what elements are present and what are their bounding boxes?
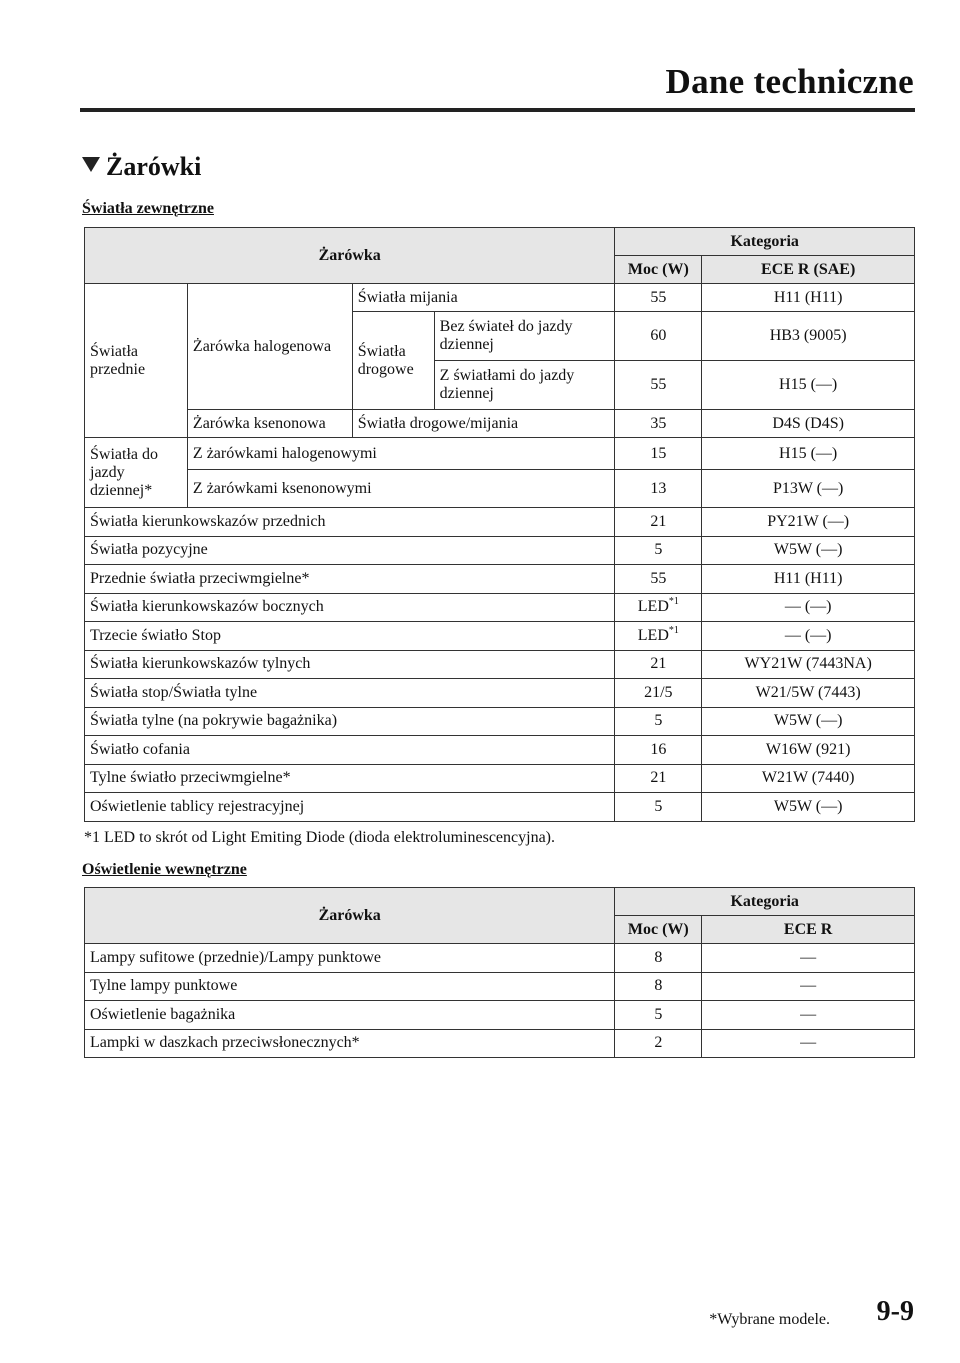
- row-ece: W21/5W (7443): [702, 679, 915, 708]
- row-power-value: LED: [637, 598, 669, 616]
- row-name: Przednie światła przeciwmgielne*: [85, 565, 615, 594]
- halogen-label: Żarówka halogenowa: [187, 284, 352, 410]
- row-power: [615, 536, 702, 565]
- row-ece: H11 (H11): [702, 565, 915, 594]
- table-row: [85, 622, 915, 651]
- row-power-value: 2: [654, 1034, 663, 1052]
- row-power: [615, 944, 702, 973]
- row-ece: PY21W (—): [702, 508, 915, 537]
- row-name: Światła kierunkowskazów bocznych: [85, 593, 615, 622]
- exterior-rows: [85, 508, 915, 822]
- row-ece: W21W (7440): [702, 764, 915, 793]
- row-power: [615, 793, 702, 822]
- row-name: Światła stop/Światła tylne: [85, 679, 615, 708]
- row-ece: —: [702, 1029, 915, 1058]
- drl-xenon-power: 13: [615, 470, 702, 508]
- row-ece: —: [702, 1001, 915, 1030]
- col-category: Kategoria: [615, 888, 915, 916]
- col-power: Moc (W): [615, 916, 702, 944]
- row-name: Oświetlenie bagażnika: [85, 1001, 615, 1030]
- row-power: [615, 508, 702, 537]
- high-beam-label: Światła drogowe: [352, 312, 434, 410]
- front-lights-label: Światła przednie: [85, 284, 188, 438]
- row-name: Światła tylne (na pokrywie bagażnika): [85, 707, 615, 736]
- hb-with-drl-ece: H15 (—): [702, 361, 915, 410]
- drl-halogen-label: Z żarówkami halogenowymi: [187, 438, 614, 470]
- footnote-marker: *1: [668, 596, 679, 608]
- footnote-marker: *1: [668, 624, 679, 636]
- row-power: [615, 707, 702, 736]
- row-ece: — (—): [702, 593, 915, 622]
- table-row: [85, 1001, 915, 1030]
- hb-without-drl-power: 60: [615, 312, 702, 361]
- row-power: [615, 736, 702, 765]
- xenon-power: 35: [615, 410, 702, 438]
- hb-with-drl-label: Z światłami do jazdy dziennej: [434, 361, 615, 410]
- row-power-value: 16: [650, 740, 667, 758]
- section-title: [82, 152, 201, 182]
- row-power: [615, 565, 702, 594]
- hb-without-drl-ece: HB3 (9005): [702, 312, 915, 361]
- interior-heading: Oświetlenie wewnętrzne: [82, 861, 247, 878]
- row-name: Lampki w daszkach przeciwsłonecznych*: [85, 1029, 615, 1058]
- interior-lights-table: [84, 887, 915, 1058]
- col-ece: ECE R (SAE): [702, 256, 915, 284]
- exterior-heading: Światła zewnętrzne: [82, 200, 214, 217]
- table-row: [85, 972, 915, 1001]
- footnote: *1 LED to skrót od Light Emiting Diode (dioda elektroluminescencyjna).: [84, 829, 556, 846]
- row-name: Lampy sufitowe (przednie)/Lampy punktowe: [85, 944, 615, 973]
- row-power: [615, 622, 702, 651]
- table-row: [85, 944, 915, 973]
- row-power-value: 5: [654, 541, 663, 559]
- table-row: [85, 764, 915, 793]
- table-row: [85, 565, 915, 594]
- drl-halogen-ece: H15 (—): [702, 438, 915, 470]
- drl-xenon-label: Z żarówkami ksenonowymi: [187, 470, 614, 508]
- row-power: [615, 764, 702, 793]
- row-name: Światło cofania: [85, 736, 615, 765]
- col-bulb: Żarówka: [85, 228, 615, 284]
- row-power-value: 21/5: [644, 683, 673, 701]
- row-ece: —: [702, 944, 915, 973]
- row-power-value: LED: [637, 626, 669, 644]
- row-power-value: 5: [654, 797, 663, 815]
- low-beam-label: Światła mijania: [352, 284, 615, 312]
- row-ece: — (—): [702, 622, 915, 651]
- drl-halogen-power: 15: [615, 438, 702, 470]
- row-power: [615, 1029, 702, 1058]
- row-name: Trzecie światło Stop: [85, 622, 615, 651]
- row-name: Oświetlenie tablicy rejestracyjnej: [85, 793, 615, 822]
- row-ece: W16W (921): [702, 736, 915, 765]
- table-row: [85, 707, 915, 736]
- table-row: [85, 679, 915, 708]
- row-power-value: 8: [654, 948, 663, 966]
- row-name: Tylne światło przeciwmgielne*: [85, 764, 615, 793]
- row-power-value: 55: [650, 569, 667, 587]
- chapter-divider: [80, 108, 915, 112]
- row-ece: W5W (—): [702, 536, 915, 565]
- row-ece: W5W (—): [702, 707, 915, 736]
- xenon-label: Żarówka ksenonowa: [187, 410, 352, 438]
- row-power-value: 21: [650, 769, 667, 787]
- col-ece: ECE R: [702, 916, 915, 944]
- table-row: [85, 536, 915, 565]
- row-power-value: 5: [654, 1005, 663, 1023]
- row-power: [615, 1001, 702, 1030]
- row-power-value: 8: [654, 977, 663, 995]
- table-row: [85, 650, 915, 679]
- table-row: [85, 736, 915, 765]
- triangle-down-icon: [82, 157, 100, 172]
- xenon-ece: D4S (D4S): [702, 410, 915, 438]
- row-name: Tylne lampy punktowe: [85, 972, 615, 1001]
- col-bulb: Żarówka: [85, 888, 615, 944]
- interior-rows: [85, 944, 915, 1058]
- table-row: [85, 793, 915, 822]
- row-name: Światła kierunkowskazów tylnych: [85, 650, 615, 679]
- row-name: Światła pozycyjne: [85, 536, 615, 565]
- section-title-text: Żarówki: [106, 152, 202, 181]
- row-power: [615, 650, 702, 679]
- row-power: [615, 972, 702, 1001]
- xenon-beam-label: Światła drogowe/mijania: [352, 410, 615, 438]
- low-beam-power: 55: [615, 284, 702, 312]
- col-power: Moc (W): [615, 256, 702, 284]
- chapter-title: Dane techniczne: [665, 62, 914, 101]
- hb-with-drl-power: 55: [615, 361, 702, 410]
- low-beam-ece: H11 (H11): [702, 284, 915, 312]
- drl-label: Światła do jazdy dziennej*: [85, 438, 188, 508]
- table-row: [85, 1029, 915, 1058]
- row-ece: WY21W (7443NA): [702, 650, 915, 679]
- footer-note: *Wybrane modele.: [709, 1311, 830, 1328]
- row-power-value: 21: [650, 655, 667, 673]
- exterior-lights-table: [84, 227, 915, 822]
- page-number: 9-9: [876, 1296, 914, 1327]
- col-category: Kategoria: [615, 228, 915, 256]
- hb-without-drl-label: Bez świateł do jazdy dziennej: [434, 312, 615, 361]
- row-power: [615, 679, 702, 708]
- row-ece: W5W (—): [702, 793, 915, 822]
- row-name: Światła kierunkowskazów przednich: [85, 508, 615, 537]
- table-row: [85, 593, 915, 622]
- drl-xenon-ece: P13W (—): [702, 470, 915, 508]
- row-power-value: 5: [654, 712, 663, 730]
- row-power-value: 21: [650, 512, 667, 530]
- row-power: [615, 593, 702, 622]
- row-ece: —: [702, 972, 915, 1001]
- table-row: [85, 508, 915, 537]
